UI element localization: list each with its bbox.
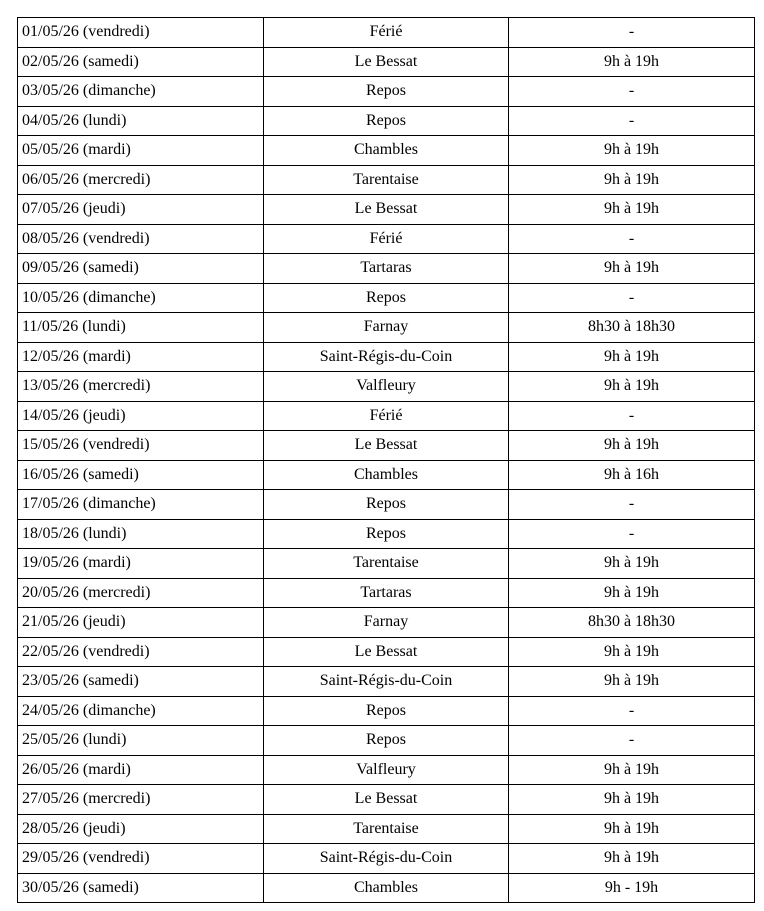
table-row bbox=[18, 637, 755, 667]
hours-cell: - bbox=[509, 401, 755, 431]
hours-cell: 9h à 19h bbox=[509, 785, 755, 815]
place-cell: Le Bessat bbox=[264, 431, 509, 461]
table-row bbox=[18, 519, 755, 549]
table-row bbox=[18, 549, 755, 579]
date-cell: 20/05/26 (mercredi) bbox=[18, 578, 264, 608]
hours-cell: 9h à 19h bbox=[509, 431, 755, 461]
date-cell: 03/05/26 (dimanche) bbox=[18, 77, 264, 107]
table-row bbox=[18, 136, 755, 166]
date-cell: 19/05/26 (mardi) bbox=[18, 549, 264, 579]
place-cell: Tarentaise bbox=[264, 165, 509, 195]
date-cell: 27/05/26 (mercredi) bbox=[18, 785, 264, 815]
hours-cell: - bbox=[509, 519, 755, 549]
date-cell: 02/05/26 (samedi) bbox=[18, 47, 264, 77]
place-cell: Repos bbox=[264, 519, 509, 549]
table-row bbox=[18, 844, 755, 874]
date-cell: 10/05/26 (dimanche) bbox=[18, 283, 264, 313]
hours-cell: 9h à 19h bbox=[509, 637, 755, 667]
hours-cell: 9h à 19h bbox=[509, 342, 755, 372]
table-row bbox=[18, 77, 755, 107]
place-cell: Férié bbox=[264, 18, 509, 48]
table-row bbox=[18, 195, 755, 225]
table-row bbox=[18, 814, 755, 844]
date-cell: 16/05/26 (samedi) bbox=[18, 460, 264, 490]
schedule-table bbox=[17, 17, 755, 903]
table-row bbox=[18, 578, 755, 608]
table-row bbox=[18, 372, 755, 402]
table-row bbox=[18, 667, 755, 697]
place-cell: Farnay bbox=[264, 608, 509, 638]
date-cell: 30/05/26 (samedi) bbox=[18, 873, 264, 903]
hours-cell: 9h à 19h bbox=[509, 372, 755, 402]
place-cell: Chambles bbox=[264, 460, 509, 490]
date-cell: 25/05/26 (lundi) bbox=[18, 726, 264, 756]
date-cell: 08/05/26 (vendredi) bbox=[18, 224, 264, 254]
hours-cell: 9h à 19h bbox=[509, 47, 755, 77]
place-cell: Le Bessat bbox=[264, 47, 509, 77]
hours-cell: 9h à 19h bbox=[509, 254, 755, 284]
date-cell: 28/05/26 (jeudi) bbox=[18, 814, 264, 844]
place-cell: Farnay bbox=[264, 313, 509, 343]
place-cell: Chambles bbox=[264, 136, 509, 166]
table-row bbox=[18, 401, 755, 431]
place-cell: Valfleury bbox=[264, 755, 509, 785]
hours-cell: - bbox=[509, 283, 755, 313]
hours-cell: 8h30 à 18h30 bbox=[509, 313, 755, 343]
hours-cell: - bbox=[509, 18, 755, 48]
table-row bbox=[18, 460, 755, 490]
place-cell: Repos bbox=[264, 726, 509, 756]
date-cell: 12/05/26 (mardi) bbox=[18, 342, 264, 372]
date-cell: 13/05/26 (mercredi) bbox=[18, 372, 264, 402]
hours-cell: 9h à 19h bbox=[509, 844, 755, 874]
hours-cell: 9h à 19h bbox=[509, 578, 755, 608]
hours-cell: - bbox=[509, 726, 755, 756]
hours-cell: 9h à 19h bbox=[509, 549, 755, 579]
date-cell: 11/05/26 (lundi) bbox=[18, 313, 264, 343]
date-cell: 24/05/26 (dimanche) bbox=[18, 696, 264, 726]
place-cell: Le Bessat bbox=[264, 637, 509, 667]
place-cell: Repos bbox=[264, 283, 509, 313]
table-row bbox=[18, 873, 755, 903]
table-row bbox=[18, 313, 755, 343]
place-cell: Repos bbox=[264, 490, 509, 520]
hours-cell: - bbox=[509, 106, 755, 136]
date-cell: 18/05/26 (lundi) bbox=[18, 519, 264, 549]
place-cell: Repos bbox=[264, 696, 509, 726]
place-cell: Repos bbox=[264, 106, 509, 136]
date-cell: 26/05/26 (mardi) bbox=[18, 755, 264, 785]
place-cell: Chambles bbox=[264, 873, 509, 903]
hours-cell: - bbox=[509, 77, 755, 107]
place-cell: Saint-Régis-du-Coin bbox=[264, 844, 509, 874]
hours-cell: - bbox=[509, 696, 755, 726]
table-row bbox=[18, 224, 755, 254]
hours-cell: 9h à 19h bbox=[509, 136, 755, 166]
table-row bbox=[18, 47, 755, 77]
hours-cell: 9h à 16h bbox=[509, 460, 755, 490]
place-cell: Saint-Régis-du-Coin bbox=[264, 667, 509, 697]
place-cell: Férié bbox=[264, 401, 509, 431]
place-cell: Tarentaise bbox=[264, 814, 509, 844]
date-cell: 04/05/26 (lundi) bbox=[18, 106, 264, 136]
date-cell: 05/05/26 (mardi) bbox=[18, 136, 264, 166]
hours-cell: - bbox=[509, 490, 755, 520]
date-cell: 22/05/26 (vendredi) bbox=[18, 637, 264, 667]
place-cell: Le Bessat bbox=[264, 785, 509, 815]
place-cell: Tartaras bbox=[264, 578, 509, 608]
place-cell: Repos bbox=[264, 77, 509, 107]
date-cell: 23/05/26 (samedi) bbox=[18, 667, 264, 697]
table-row bbox=[18, 106, 755, 136]
schedule-body bbox=[18, 18, 755, 903]
date-cell: 07/05/26 (jeudi) bbox=[18, 195, 264, 225]
table-row bbox=[18, 283, 755, 313]
date-cell: 09/05/26 (samedi) bbox=[18, 254, 264, 284]
hours-cell: 9h à 19h bbox=[509, 195, 755, 225]
place-cell: Tartaras bbox=[264, 254, 509, 284]
table-row bbox=[18, 785, 755, 815]
place-cell: Le Bessat bbox=[264, 195, 509, 225]
place-cell: Saint-Régis-du-Coin bbox=[264, 342, 509, 372]
table-row bbox=[18, 431, 755, 461]
hours-cell: 8h30 à 18h30 bbox=[509, 608, 755, 638]
table-row bbox=[18, 342, 755, 372]
table-row bbox=[18, 165, 755, 195]
place-cell: Férié bbox=[264, 224, 509, 254]
table-row bbox=[18, 490, 755, 520]
place-cell: Tarentaise bbox=[264, 549, 509, 579]
table-row bbox=[18, 726, 755, 756]
date-cell: 17/05/26 (dimanche) bbox=[18, 490, 264, 520]
hours-cell: 9h à 19h bbox=[509, 667, 755, 697]
place-cell: Valfleury bbox=[264, 372, 509, 402]
hours-cell: 9h à 19h bbox=[509, 814, 755, 844]
hours-cell: - bbox=[509, 224, 755, 254]
hours-cell: 9h à 19h bbox=[509, 165, 755, 195]
table-row bbox=[18, 254, 755, 284]
hours-cell: 9h - 19h bbox=[509, 873, 755, 903]
table-row bbox=[18, 755, 755, 785]
date-cell: 29/05/26 (vendredi) bbox=[18, 844, 264, 874]
hours-cell: 9h à 19h bbox=[509, 755, 755, 785]
table-row bbox=[18, 608, 755, 638]
date-cell: 01/05/26 (vendredi) bbox=[18, 18, 264, 48]
table-row bbox=[18, 696, 755, 726]
date-cell: 21/05/26 (jeudi) bbox=[18, 608, 264, 638]
date-cell: 14/05/26 (jeudi) bbox=[18, 401, 264, 431]
table-row bbox=[18, 18, 755, 48]
date-cell: 06/05/26 (mercredi) bbox=[18, 165, 264, 195]
date-cell: 15/05/26 (vendredi) bbox=[18, 431, 264, 461]
